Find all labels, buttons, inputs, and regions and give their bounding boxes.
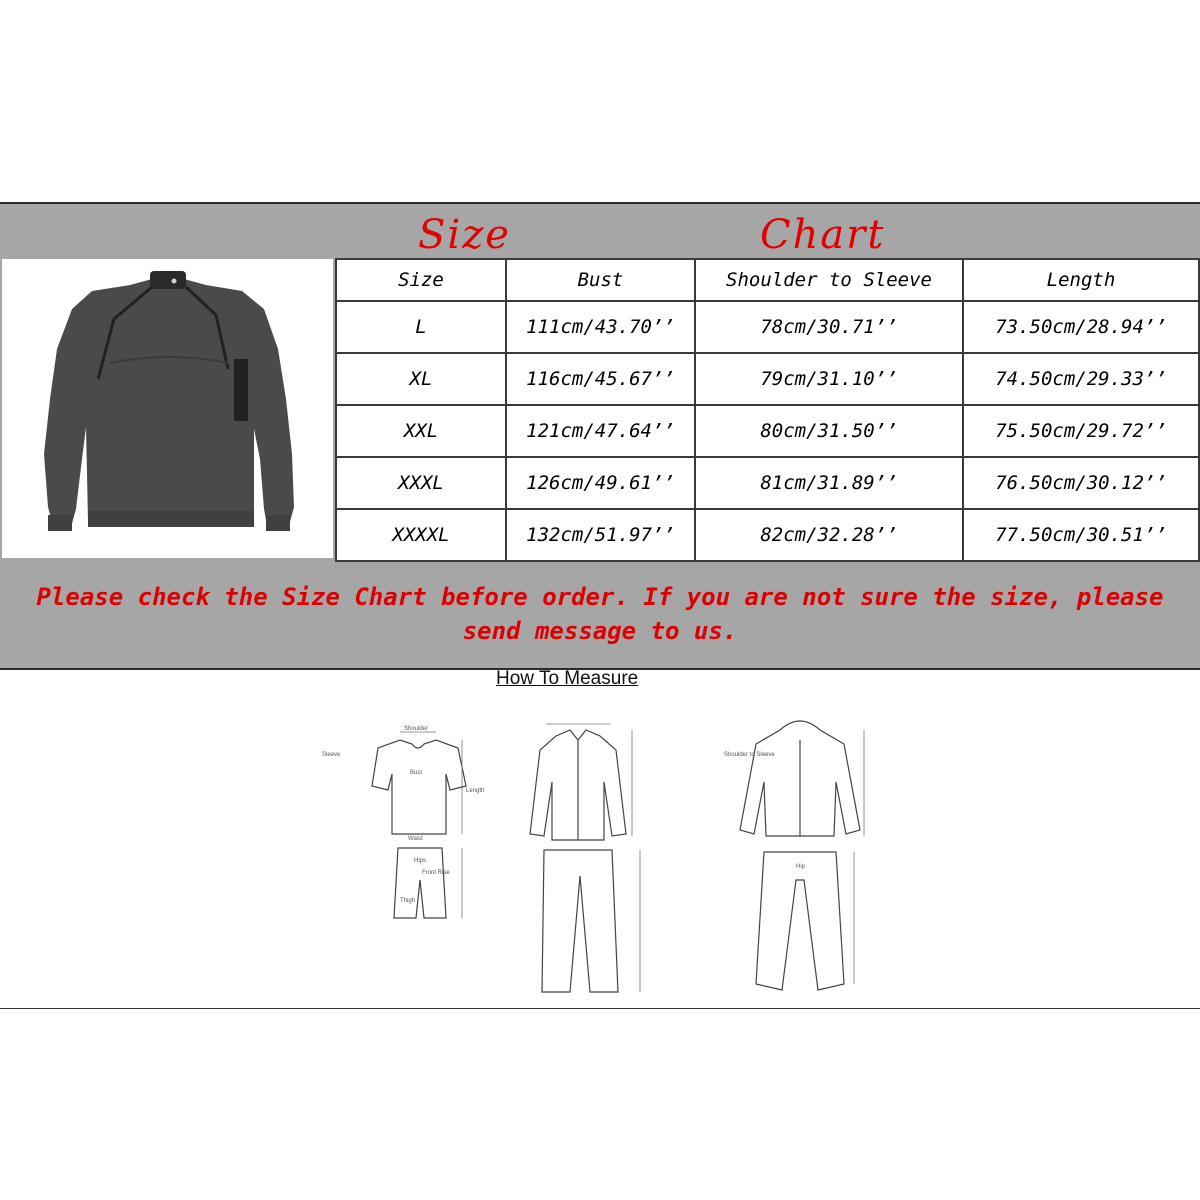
label-thigh: Thigh — [400, 898, 416, 904]
how-to-measure-title: How To Measure — [496, 668, 639, 689]
table-cell: 80cm/31.50’’ — [695, 405, 963, 457]
label-shoulder-to-sleeve: Shoulder to Sleeve — [724, 752, 775, 758]
table-cell: 75.50cm/29.72’’ — [963, 405, 1199, 457]
table-row — [336, 301, 1199, 353]
how-to-measure-diagram — [300, 700, 900, 1000]
product-photo — [2, 259, 333, 558]
label-bust: Bust — [410, 770, 423, 776]
column-header-size: Size — [336, 259, 506, 301]
table-cell: XXL — [336, 405, 506, 457]
table-cell: 73.50cm/28.94’’ — [963, 301, 1199, 353]
table-cell: 116cm/45.67’’ — [506, 353, 695, 405]
table-cell: 79cm/31.10’’ — [695, 353, 963, 405]
table-cell: 77.50cm/30.51’’ — [963, 509, 1199, 561]
column-header-bust: Bust — [506, 259, 695, 301]
table-cell: XXXXL — [336, 509, 506, 561]
table-cell: 76.50cm/30.12’’ — [963, 457, 1199, 509]
table-row — [336, 457, 1199, 509]
table-cell: 74.50cm/29.33’’ — [963, 353, 1199, 405]
column-header-shoulder-to-sleeve: Shoulder to Sleeve — [695, 259, 963, 301]
sweatshirt-illustration — [2, 259, 333, 558]
table-cell: 81cm/31.89’’ — [695, 457, 963, 509]
table-cell: 121cm/47.64’’ — [506, 405, 695, 457]
order-notice — [0, 580, 1200, 648]
label-hip: Hip — [796, 864, 806, 870]
table-cell: 82cm/32.28’’ — [695, 509, 963, 561]
table-row — [336, 509, 1199, 561]
bottom-divider — [0, 1008, 1200, 1009]
label-length: Length — [466, 788, 485, 794]
label-hips: Hips — [414, 858, 427, 864]
chart-title-size: Size — [418, 212, 511, 258]
label-sleeve: Sleeve — [322, 752, 341, 758]
label-front-rise: Front Rise — [422, 870, 450, 876]
table-cell: 78cm/30.71’’ — [695, 301, 963, 353]
label-shoulder: Shoulder — [404, 726, 429, 732]
column-header-length: Length — [963, 259, 1199, 301]
table-cell: XL — [336, 353, 506, 405]
table-row — [336, 353, 1199, 405]
table-row — [336, 405, 1199, 457]
chart-title-chart: Chart — [760, 212, 886, 258]
table-header-row — [336, 259, 1199, 301]
notice-line-1: Please check the Size Chart before order. If you are not sure the size, please — [36, 583, 1164, 611]
notice-line-2: send message to us. — [462, 617, 738, 645]
table-cell: 111cm/43.70’’ — [506, 301, 695, 353]
label-waist: Waist — [408, 836, 423, 842]
table-cell: 132cm/51.97’’ — [506, 509, 695, 561]
table-cell: 126cm/49.61’’ — [506, 457, 695, 509]
table-cell: XXXL — [336, 457, 506, 509]
table-cell: L — [336, 301, 506, 353]
size-table — [335, 258, 1200, 562]
